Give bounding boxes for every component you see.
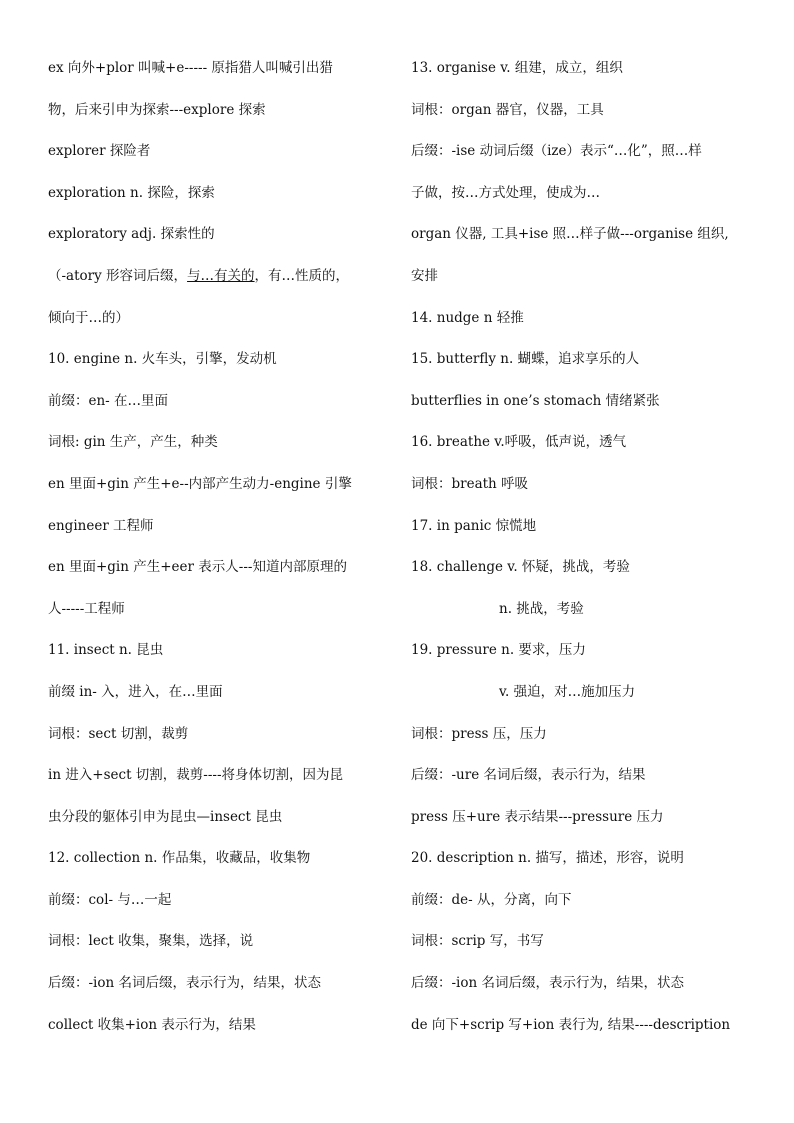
entry-heading: 18. challenge v. 怀疑，挑战，考验 [411, 559, 630, 576]
text-line: 子做，按…方式处理，使成为… [411, 184, 600, 201]
entry-heading: 11. insect n. 昆虫 [48, 642, 164, 659]
right-column [411, 48, 756, 1046]
entry-heading: 20. description n. 描写，描述，形容，说明 [411, 850, 684, 867]
text-line: organ 仪器, 工具+ise 照…样子做---organise 组织, [411, 226, 729, 243]
text-line: 人-----工程师 [48, 600, 125, 617]
text-line: 词根：sect 切割，裁剪 [48, 725, 189, 742]
text-line: in 进入+sect 切割，裁剪----将身体切割，因为昆 [48, 767, 344, 784]
entry-heading: 10. engine n. 火车头，引擎，发动机 [48, 351, 277, 368]
text-line: 前缀：de- 从，分离，向下 [411, 891, 572, 908]
text-line: 词根: gin 生产，产生，种类 [48, 434, 218, 451]
entry-heading: 16. breathe v.呼吸，低声说，透气 [411, 434, 627, 451]
entry-heading: 12. collection n. 作品集，收藏品，收集物 [48, 850, 311, 867]
text-line [48, 256, 393, 298]
text-line: exploratory adj. 探索性的 [48, 226, 215, 243]
text-line: en 里面+gin 产生+eer 表示人---知道内部原理的 [48, 559, 347, 576]
text-line: en 里面+gin 产生+e--内部产生动力-engine 引擎 [48, 475, 352, 492]
entry-heading: 17. in panic 惊慌地 [411, 517, 537, 534]
text-line: 虫分段的躯体引申为昆虫—insect 昆虫 [48, 808, 283, 825]
text-line: de 向下+scrip 写+ion 表行为, 结果----description [411, 1016, 731, 1033]
text-line: 后缀：-ion 名词后缀，表示行为，结果，状态 [411, 975, 684, 992]
text-line: 词根：organ 器官，仪器，工具 [411, 101, 604, 118]
text-segment: （-atory 形容词后缀， [48, 267, 188, 284]
entry-heading: 15. butterfly n. 蝴蝶，追求享乐的人 [411, 351, 640, 368]
text-line: 安排 [411, 267, 438, 284]
text-line: 后缀：-ion 名词后缀，表示行为，结果，状态 [48, 975, 321, 992]
text-line: 物，后来引申为探索---explore 探索 [48, 101, 266, 118]
text-line: 前缀：col- 与…一起 [48, 891, 172, 908]
underlined-text: 与…有关的 [187, 267, 255, 284]
text-line: butterflies in one’s stomach 情绪紧张 [411, 392, 660, 409]
text-line: ex 向外+plor 叫喊+e----- 原指猎人叫喊引出猎 [48, 60, 333, 76]
text-line: 后缀：-ise 动词后缀（ize）表示“…化”，照…样 [411, 143, 702, 160]
text-line: press 压+ure 表示结果---pressure 压力 [411, 808, 664, 825]
text-line: exploration n. 探险，探索 [48, 184, 215, 201]
text-line: 前缀 in- 入，进入，在…里面 [48, 683, 223, 700]
text-line: v. 强迫，对…施加压力 [499, 683, 636, 700]
text-line: n. 挑战，考验 [499, 600, 584, 617]
text-line: 词根：breath 呼吸 [411, 475, 529, 492]
entry-heading: 13. organise v. 组建，成立，组织 [411, 60, 623, 76]
left-column [48, 48, 393, 1046]
text-line: 词根：lect 收集，聚集，选择，说 [48, 933, 254, 950]
text-line: explorer 探险者 [48, 143, 151, 160]
entry-heading: 19. pressure n. 要求，压力 [411, 642, 586, 659]
text-line: 倾向于…的） [48, 309, 129, 326]
text-segment: ，有…性质的， [254, 267, 350, 284]
entry-heading: 14. nudge n 轻推 [411, 309, 524, 326]
text-line: 词根：press 压，压力 [411, 725, 547, 742]
text-line: 前缀：en- 在…里面 [48, 392, 169, 409]
text-line: collect 收集+ion 表示行为，结果 [48, 1016, 256, 1033]
text-line: 词根：scrip 写，书写 [411, 933, 544, 950]
text-line: 后缀：-ure 名词后缀，表示行为，结果 [411, 767, 646, 784]
text-line: engineer 工程师 [48, 517, 154, 534]
